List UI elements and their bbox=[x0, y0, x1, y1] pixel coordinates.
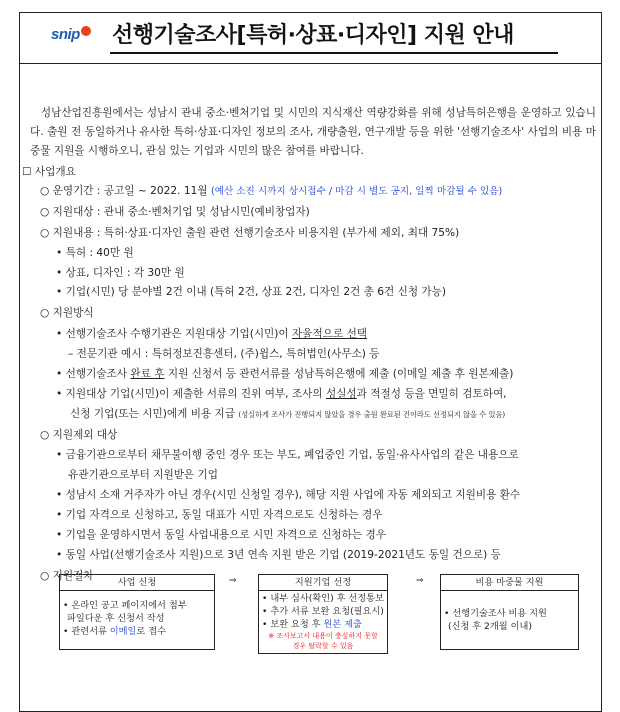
logo-text: snip bbox=[51, 25, 80, 43]
step-select-original: 원본 제출 bbox=[323, 619, 362, 630]
step-apply-line2: 파일다운 후 신청서 작성 bbox=[67, 613, 165, 624]
exclusion-5: • 동일 사업(선행기술조사 지원)으로 3년 연속 지원 받은 기업 (2019-2021년도 동일 건으로) 등 bbox=[56, 549, 501, 561]
title-divider bbox=[19, 63, 602, 64]
method-2-a: • 선행기술조사 bbox=[56, 368, 131, 380]
operating-period bbox=[40, 184, 502, 199]
step-apply-line3 bbox=[63, 625, 211, 638]
method-3 bbox=[56, 387, 507, 401]
step-select-line2: • 추가 서류 보완 요청(필요시) bbox=[262, 606, 384, 617]
method-2-c: 지원 신청서 등 관련서류를 성남특허은행에 제출 (이메일 제출 후 원본제출) bbox=[164, 368, 514, 380]
exclusion-1a: • 금융기관으로부터 채무불이행 중인 경우 또는 부도, 폐업중인 기업, 동일·유사사업의 같은 내용으로 bbox=[56, 449, 519, 461]
step-apply-line3c: 로 접수 bbox=[136, 626, 166, 637]
period-note: (예산 소진 시까지 상시접수 / 마감 시 별도 공지, 일찍 마감될 수 있음) bbox=[210, 186, 503, 197]
step-support-line1: • 선행기술조사 비용 지원 bbox=[444, 608, 547, 619]
title-underline bbox=[110, 52, 558, 54]
step-select-note1: ※ 조사보고서 내용이 충실하지 못할 bbox=[268, 632, 378, 640]
trademark-amount: • 상표, 디자인 : 각 30만 원 bbox=[56, 267, 185, 279]
process-step-support bbox=[440, 574, 579, 650]
application-limit: • 기업(시민) 당 분야별 2건 이내 (특허 2건, 상표 2건, 디자인 2건 총 6건 신청 가능) bbox=[56, 286, 447, 298]
logo-mark-icon bbox=[81, 26, 91, 36]
exclusion-4: • 기업을 운영하시면서 동일 사업내용으로 시민 자격으로 신청하는 경우 bbox=[56, 529, 386, 541]
method-3-cont bbox=[70, 407, 505, 422]
process-heading: ○ 지원절차 bbox=[40, 570, 94, 582]
step-apply-line1: • 온라인 공고 페이지에서 첨부 bbox=[63, 600, 187, 611]
step-apply-line3a: • 관련서류 bbox=[63, 626, 110, 637]
method-1-emphasis: 자율적으로 선택 bbox=[292, 328, 368, 340]
method-2 bbox=[56, 367, 513, 381]
step-select-line3 bbox=[262, 618, 384, 631]
step-apply-email: 이메일 bbox=[109, 626, 137, 637]
step-select-note2: 경우 탈락할 수 있음 bbox=[292, 642, 354, 650]
period-label: ○ 운영기간 : 공고일 ~ 2022. 11월 bbox=[40, 185, 208, 197]
section-overview: ☐ 사업개요 bbox=[22, 166, 76, 178]
snip-logo bbox=[51, 23, 91, 45]
step-select-line3a: • 보완 요청 후 bbox=[262, 619, 324, 630]
method-2-emphasis: 완료 후 bbox=[130, 368, 165, 380]
method-1 bbox=[56, 327, 367, 341]
support-content: ○ 지원내용 : 특허·상표·디자인 출원 관련 선행기술조사 비용지원 (부가세 제외, 최대 75%) bbox=[40, 227, 460, 239]
method-3-a: • 지원대상 기업(시민)이 제출한 서류의 진위 여부, 조사의 bbox=[56, 388, 326, 400]
process-step-select bbox=[258, 574, 388, 654]
exclusion-3: • 기업 자격으로 신청하고, 동일 대표가 시민 자격으로도 신청하는 경우 bbox=[56, 509, 383, 521]
page-title: 선행기술조사[특허·상표·디자인] 지원 안내 bbox=[112, 23, 514, 48]
exclusion-2: • 성남시 소재 거주자가 아닌 경우(시민 신청일 경우), 해당 지원 사업에 자동 제외되고 지원비용 환수 bbox=[56, 489, 521, 501]
exclusion-1b: 유관기관으로부터 지원받은 기업 bbox=[68, 469, 219, 481]
method-3-c: 과 적절성 등을 면밀히 검토하여, bbox=[356, 388, 507, 400]
exclusion-heading: ○ 지원제외 대상 bbox=[40, 429, 118, 441]
patent-amount: • 특허 : 40만 원 bbox=[56, 247, 134, 259]
step-support-title: 비용 마중물 지원 bbox=[441, 575, 578, 591]
method-1-text: • 선행기술조사 수행기관은 지원대상 기업(시민)이 bbox=[56, 328, 293, 340]
step-apply-title: 사업 신청 bbox=[60, 575, 214, 591]
method-3-d: 신청 기업(또는 시민)에게 비용 지급 bbox=[70, 408, 236, 420]
process-arrow-2: ⇒ bbox=[416, 576, 424, 586]
support-target: ○ 지원대상 : 관내 중소·벤처기업 및 성남시민(예비창업자) bbox=[40, 206, 310, 218]
method-3-emphasis: 성실성 bbox=[325, 388, 357, 400]
intro-paragraph: 성남산업진흥원에서는 성남시 관내 중소·벤처기업 및 시민의 지식재산 역량강화를 위해 성남특허은행을 운영하고 있습니다. 출원 전 동일하거나 유사한 특허·상표·디자인 정보의 조사, 개량출원, 연구개발 등을 위한 '선행기술조사' 사업의 비용 마중물 지원을 시행하오니, 관심 있는 기업과 시민의 많은 참여를 바랍니다. bbox=[30, 107, 596, 157]
method-1-sub: – 전문기관 예시 : 특허정보진흥센터, (주)윕스, 특허법인(사무소) 등 bbox=[68, 348, 380, 360]
step-support-line2: (신청 후 2개월 이내) bbox=[448, 621, 532, 632]
step-select-title: 지원기업 선정 bbox=[259, 575, 387, 591]
process-arrow-1: ⇒ bbox=[229, 576, 237, 586]
process-step-apply bbox=[59, 574, 215, 650]
support-method: ○ 지원방식 bbox=[40, 307, 94, 319]
step-select-line1: • 내부 심사(확인) 후 선정통보 bbox=[262, 593, 384, 604]
method-3-note: (성실하게 조사가 진행되지 않았을 경우 출원 완료된 건이라도 선정되지 않을 수 있음) bbox=[238, 410, 506, 419]
